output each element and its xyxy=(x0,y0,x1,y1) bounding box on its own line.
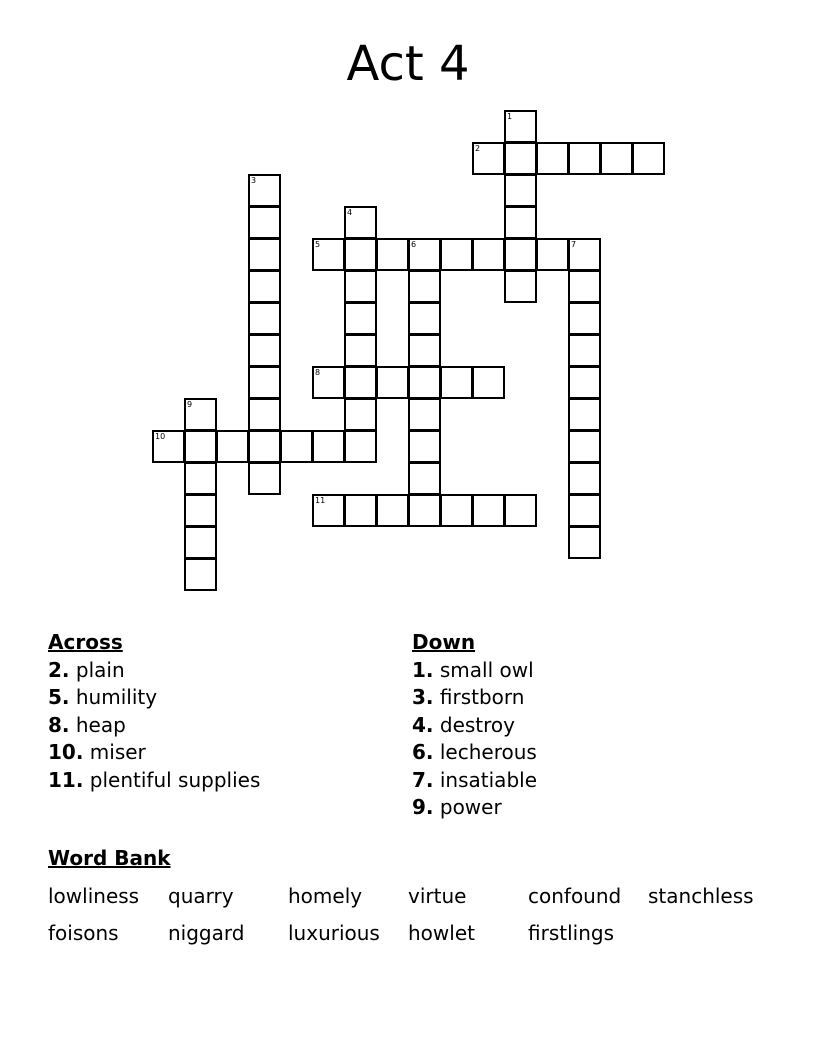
across-clue: 10. miser xyxy=(48,740,146,764)
grid-cell xyxy=(568,462,601,495)
grid-cell xyxy=(504,270,537,303)
grid-cell xyxy=(248,462,281,495)
word-bank-word: virtue xyxy=(408,884,467,908)
word-bank-word: howlet xyxy=(408,921,475,945)
down-clue: 1. small owl xyxy=(412,657,534,682)
down-clue: 6. lecherous xyxy=(412,740,537,764)
clue-number: 6 xyxy=(411,240,417,249)
word-bank-heading: Word Bank xyxy=(48,846,171,870)
grid-cell xyxy=(376,238,409,271)
grid-cell xyxy=(312,494,345,527)
clue-number: 10 xyxy=(155,432,166,441)
clue-number: 5 xyxy=(315,240,321,249)
grid-cell xyxy=(184,398,217,431)
grid-cell xyxy=(312,430,345,463)
grid-cell xyxy=(440,238,473,271)
grid-cell xyxy=(408,430,441,463)
grid-cell xyxy=(568,238,601,271)
grid-cell xyxy=(504,238,537,271)
grid-cell xyxy=(472,366,505,399)
clue-number: 9 xyxy=(187,400,193,409)
grid-cell xyxy=(376,494,409,527)
grid-cell xyxy=(408,366,441,399)
clue-number: 7 xyxy=(571,240,577,249)
clue-number: 11 xyxy=(315,496,326,505)
grid-cell xyxy=(568,494,601,527)
grid-cell xyxy=(504,206,537,239)
clue-number: 2 xyxy=(475,144,481,153)
grid-cell xyxy=(216,430,249,463)
down-clues xyxy=(412,629,537,822)
grid-cell xyxy=(568,366,601,399)
grid-cell xyxy=(504,174,537,207)
grid-cell xyxy=(312,238,345,271)
grid-cell xyxy=(248,398,281,431)
grid-cell xyxy=(248,366,281,399)
grid-cell xyxy=(504,110,537,143)
grid-cell xyxy=(248,206,281,239)
grid-cell xyxy=(344,334,377,367)
page-title: Act 4 xyxy=(346,36,470,92)
grid-cell xyxy=(568,526,601,559)
down-heading: Down xyxy=(412,630,476,654)
word-bank-word: firstlings xyxy=(528,921,614,945)
grid-cell xyxy=(248,302,281,335)
grid-cell xyxy=(280,430,313,463)
grid-cell xyxy=(344,270,377,303)
across-clues xyxy=(48,629,260,794)
grid-cell xyxy=(536,238,569,271)
clue-number: 8 xyxy=(315,368,321,377)
grid-cell xyxy=(248,430,281,463)
clue-number: 1 xyxy=(507,112,513,121)
grid-cell xyxy=(472,494,505,527)
grid-cell xyxy=(504,494,537,527)
grid-cell xyxy=(344,398,377,431)
grid-cell xyxy=(568,398,601,431)
across-clue: 2. plain xyxy=(48,657,125,682)
clue-number: 4 xyxy=(347,208,353,217)
grid-cell xyxy=(536,142,569,175)
word-bank-word: stanchless xyxy=(648,884,754,908)
grid-cell xyxy=(248,238,281,271)
down-clue: 4. destroy xyxy=(412,712,515,737)
grid-cell xyxy=(504,142,537,175)
grid-cell xyxy=(568,302,601,335)
grid-cell xyxy=(344,206,377,239)
grid-cell xyxy=(184,558,217,591)
across-clue: 8. heap xyxy=(48,712,126,737)
word-bank-word: homely xyxy=(288,884,363,908)
word-bank-word: confound xyxy=(528,884,622,908)
grid-cell xyxy=(248,270,281,303)
grid-cell xyxy=(184,430,217,463)
grid-cell xyxy=(344,238,377,271)
grid-cell xyxy=(344,366,377,399)
down-clue: 7. insatiable xyxy=(412,767,537,792)
grid-cell xyxy=(152,430,185,463)
grid-cell xyxy=(440,494,473,527)
word-bank-word: foisons xyxy=(48,921,119,945)
word-bank-word: luxurious xyxy=(288,921,380,945)
across-clue: 5. humility xyxy=(48,685,158,709)
grid-cell xyxy=(632,142,665,175)
grid-cell xyxy=(344,302,377,335)
word-bank-word: quarry xyxy=(168,884,234,908)
grid-cell xyxy=(408,494,441,527)
grid-cell xyxy=(248,174,281,207)
grid-cell xyxy=(408,270,441,303)
grid-cell xyxy=(248,334,281,367)
grid-cell xyxy=(376,366,409,399)
grid-cell xyxy=(472,238,505,271)
grid-cell xyxy=(312,366,345,399)
down-clue: 9. power xyxy=(412,795,502,819)
grid-cell xyxy=(408,302,441,335)
word-bank-word: niggard xyxy=(168,921,245,945)
grid-cell xyxy=(568,430,601,463)
across-heading: Across xyxy=(48,630,123,654)
grid-cell xyxy=(184,526,217,559)
grid-cell xyxy=(408,334,441,367)
grid-cell xyxy=(408,398,441,431)
across-clue: 11. plentiful supplies xyxy=(48,767,261,792)
grid-cell xyxy=(184,462,217,495)
clue-number: 3 xyxy=(251,176,257,185)
word-bank-word: lowliness xyxy=(48,884,140,908)
grid-cell xyxy=(408,462,441,495)
grid-cell xyxy=(344,494,377,527)
grid-cell xyxy=(472,142,505,175)
down-clue: 3. firstborn xyxy=(412,685,525,709)
grid-cell xyxy=(568,270,601,303)
grid-cell xyxy=(344,430,377,463)
grid-cell xyxy=(408,238,441,271)
grid-cell xyxy=(568,334,601,367)
grid-cell xyxy=(440,366,473,399)
grid-cell xyxy=(600,142,633,175)
grid-cell xyxy=(568,142,601,175)
grid-cell xyxy=(184,494,217,527)
